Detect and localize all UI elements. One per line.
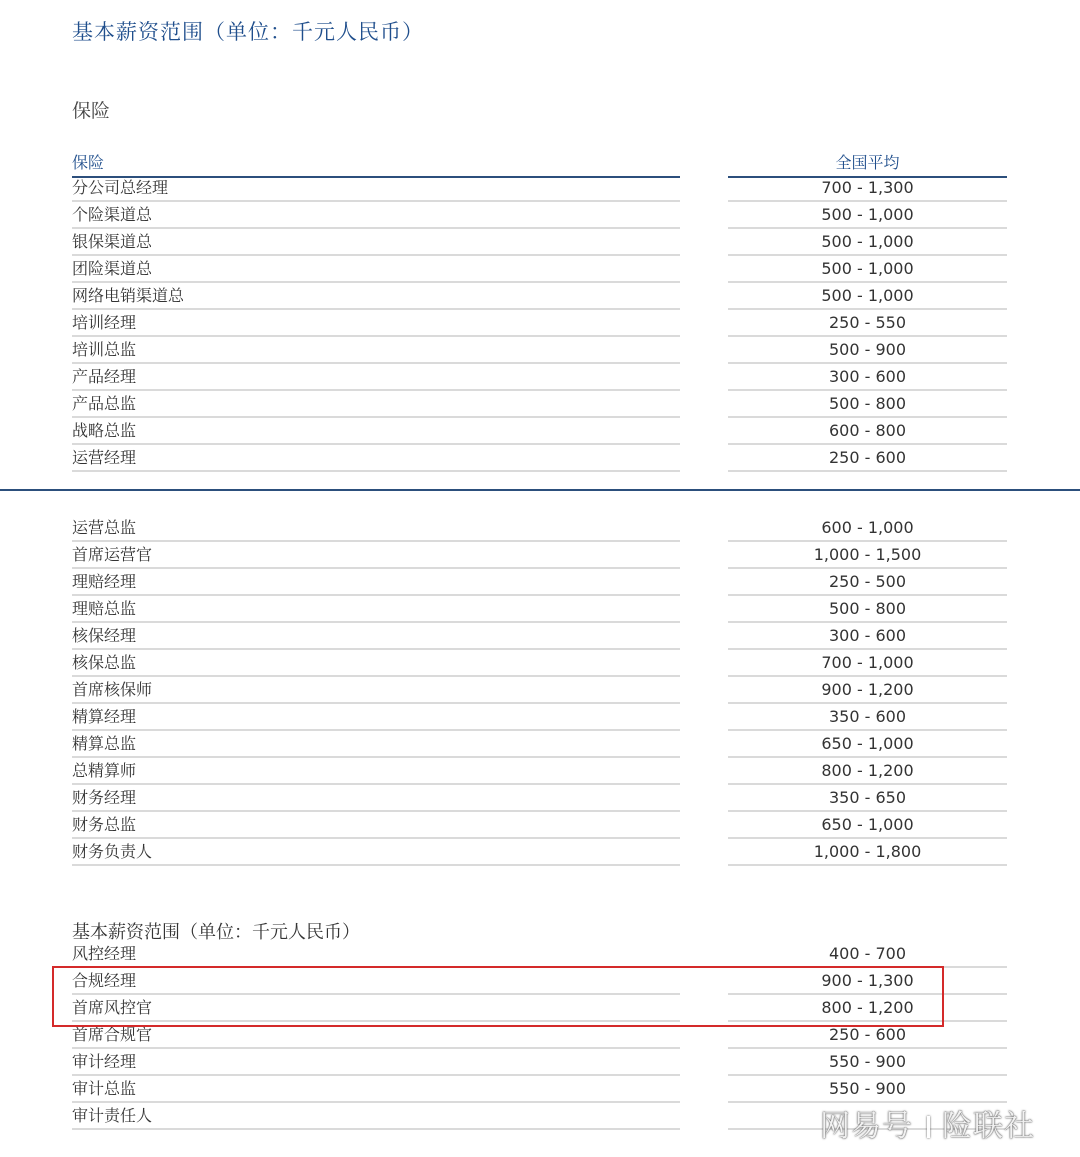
role-cell: 合规经理 <box>72 968 680 995</box>
role-cell: 核保经理 <box>72 623 680 650</box>
table-row <box>0 758 1080 785</box>
section-divider <box>0 489 1080 491</box>
role-cell: 团险渠道总 <box>72 256 680 283</box>
role-cell: 银保渠道总 <box>72 229 680 256</box>
table-row <box>0 364 1080 391</box>
table-row <box>0 812 1080 839</box>
section-title: 保险 <box>72 100 111 122</box>
salary-range-cell: 800 - 1,200 <box>728 995 1007 1022</box>
salary-range-cell: 500 - 800 <box>728 596 1007 623</box>
role-cell: 培训总监 <box>72 337 680 364</box>
table-row <box>0 445 1080 472</box>
sub-title: 基本薪资范围（单位：千元人民币） <box>72 922 360 943</box>
salary-range-cell: 500 - 1,000 <box>728 202 1007 229</box>
table-row <box>0 677 1080 704</box>
salary-range-cell: 350 - 600 <box>728 704 1007 731</box>
role-cell: 网络电销渠道总 <box>72 283 680 310</box>
salary-range-cell: 250 - 550 <box>728 310 1007 337</box>
table-row <box>0 283 1080 310</box>
salary-range-cell: 550 - 900 <box>728 1076 1007 1103</box>
role-cell: 运营总监 <box>72 515 680 542</box>
salary-range-cell: 500 - 1,000 <box>728 229 1007 256</box>
role-cell: 首席运营官 <box>72 542 680 569</box>
salary-range-cell: 400 - 700 <box>728 941 1007 968</box>
column-header-average: 全国平均 <box>835 153 900 172</box>
table-row <box>0 650 1080 677</box>
role-cell: 培训经理 <box>72 310 680 337</box>
role-cell: 战略总监 <box>72 418 680 445</box>
role-cell: 首席合规官 <box>72 1022 680 1049</box>
table-row <box>0 623 1080 650</box>
role-cell: 精算总监 <box>72 731 680 758</box>
salary-range-cell: 500 - 1,000 <box>728 256 1007 283</box>
role-cell: 个险渠道总 <box>72 202 680 229</box>
watermark-brand: 险联社 <box>942 1109 1035 1144</box>
table-row <box>0 785 1080 812</box>
salary-table-part-2 <box>0 515 1080 866</box>
table-row <box>0 256 1080 283</box>
table-row <box>0 310 1080 337</box>
role-cell: 产品总监 <box>72 391 680 418</box>
role-cell: 风控经理 <box>72 941 680 968</box>
table-row <box>0 839 1080 866</box>
role-cell: 审计责任人 <box>72 1103 680 1130</box>
salary-range-cell: 500 - 1,000 <box>728 283 1007 310</box>
column-header-role: 保险 <box>72 153 105 172</box>
salary-range-cell: 250 - 600 <box>728 1022 1007 1049</box>
salary-range-cell: 1,000 - 1,800 <box>728 839 1007 866</box>
table-row <box>0 569 1080 596</box>
table-row <box>0 391 1080 418</box>
role-cell: 财务负责人 <box>72 839 680 866</box>
role-cell: 理赔经理 <box>72 569 680 596</box>
role-cell: 产品经理 <box>72 364 680 391</box>
table-row <box>0 202 1080 229</box>
salary-table-part-1 <box>0 175 1080 472</box>
salary-range-cell: 500 - 900 <box>728 337 1007 364</box>
salary-range-cell: 550 - 900 <box>728 1049 1007 1076</box>
salary-range-cell: 250 - 600 <box>728 445 1007 472</box>
salary-range-cell: 900 - 1,300 <box>728 968 1007 995</box>
role-cell: 首席风控官 <box>72 995 680 1022</box>
table-row <box>0 1076 1080 1103</box>
table-row <box>0 229 1080 256</box>
role-cell: 首席核保师 <box>72 677 680 704</box>
table-row <box>0 704 1080 731</box>
salary-range-cell: 650 - 1,000 <box>728 812 1007 839</box>
highlight-box <box>52 966 944 1027</box>
salary-range-cell: 350 - 650 <box>728 785 1007 812</box>
role-cell: 财务经理 <box>72 785 680 812</box>
role-cell: 精算经理 <box>72 704 680 731</box>
table-row <box>0 1049 1080 1076</box>
role-cell: 审计经理 <box>72 1049 680 1076</box>
salary-range-cell: 600 - 1,000 <box>728 515 1007 542</box>
salary-range-cell: 1,000 - 1,500 <box>728 542 1007 569</box>
watermark-separator <box>927 1116 930 1138</box>
role-cell: 审计总监 <box>72 1076 680 1103</box>
table-row <box>0 418 1080 445</box>
role-cell: 理赔总监 <box>72 596 680 623</box>
page-title: 基本薪资范围（单位：千元人民币） <box>72 20 424 44</box>
table-row <box>0 515 1080 542</box>
role-cell: 分公司总经理 <box>72 175 680 202</box>
salary-range-cell: 700 - 1,300 <box>728 175 1007 202</box>
role-cell: 运营经理 <box>72 445 680 472</box>
salary-range-cell: 300 - 600 <box>728 623 1007 650</box>
salary-range-cell: 600 - 800 <box>728 418 1007 445</box>
watermark <box>820 1101 1035 1145</box>
table-row <box>0 337 1080 364</box>
salary-range-cell: 900 - 1,200 <box>728 677 1007 704</box>
salary-range-cell: 250 - 500 <box>728 569 1007 596</box>
role-cell: 财务总监 <box>72 812 680 839</box>
table-row <box>0 542 1080 569</box>
table-row <box>0 731 1080 758</box>
table-row <box>0 175 1080 202</box>
table-row <box>0 941 1080 968</box>
salary-range-cell: 800 - 1,200 <box>728 758 1007 785</box>
salary-range-cell: 650 - 1,000 <box>728 731 1007 758</box>
role-cell: 核保总监 <box>72 650 680 677</box>
role-cell: 总精算师 <box>72 758 680 785</box>
salary-range-cell: 300 - 600 <box>728 364 1007 391</box>
salary-range-cell: 700 - 1,000 <box>728 650 1007 677</box>
salary-range-cell: 500 - 800 <box>728 391 1007 418</box>
watermark-source: 网易号 <box>820 1109 913 1144</box>
table-row <box>0 596 1080 623</box>
